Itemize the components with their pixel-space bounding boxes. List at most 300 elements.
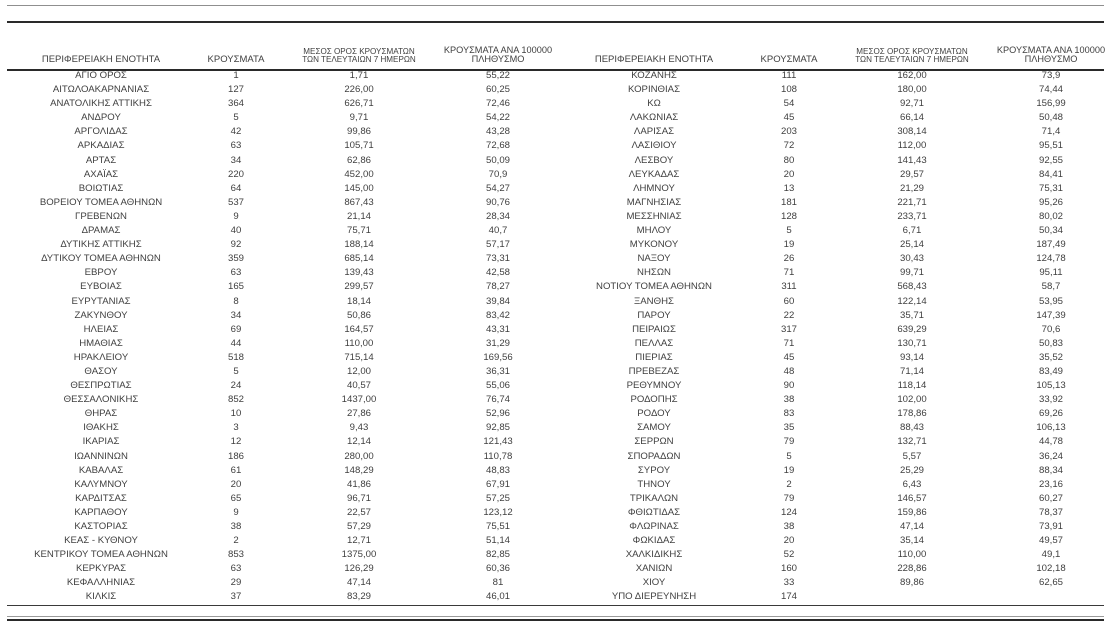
cases-cell: 127 xyxy=(227,84,244,96)
avg7-cell: 299,57 xyxy=(344,281,374,293)
col-header-avg7-line1: ΜΕΣΟΣ ΟΡΟΣ ΚΡΟΥΣΜΑΤΩΝ xyxy=(303,46,415,56)
table-row xyxy=(561,196,1109,210)
avg7-cell: 178,86 xyxy=(897,408,927,420)
cases-cell: 20 xyxy=(230,478,242,490)
per100k-cell: 69,26 xyxy=(1038,408,1063,420)
table-row xyxy=(561,139,1109,153)
per100k-cell: 51,14 xyxy=(485,535,510,547)
cases-cell: 52 xyxy=(783,549,795,561)
region-cell: ΜΑΓΝΗΣΙΑΣ xyxy=(626,196,682,208)
cases-cell: 34 xyxy=(230,154,242,166)
avg7-cell: 47,14 xyxy=(346,577,371,589)
table-row xyxy=(561,506,1109,520)
region-cell: ΔΥΤΙΚΗΣ ΑΤΤΙΚΗΣ xyxy=(60,239,142,251)
region-cell: ΥΠΟ ΔΙΕΡΕΥΝΗΣΗ xyxy=(611,591,697,603)
avg7-cell: 626,71 xyxy=(344,98,374,110)
avg7-cell: 110,00 xyxy=(344,337,374,349)
table-row xyxy=(8,435,556,449)
cases-cell: 2 xyxy=(233,535,239,547)
region-cell: ΛΗΜΝΟΥ xyxy=(633,182,675,194)
avg7-cell: 1,71 xyxy=(349,70,369,81)
cases-cell: 181 xyxy=(780,196,797,208)
per100k-cell: 95,51 xyxy=(1038,140,1063,152)
cases-cell: 44 xyxy=(230,337,242,349)
table-row xyxy=(8,154,556,168)
region-cell: ΚΕΝΤΡΙΚΟΥ ΤΟΜΕΑ ΑΘΗΝΩΝ xyxy=(34,549,168,561)
table-row xyxy=(8,83,556,97)
region-cell: ΗΜΑΘΙΑΣ xyxy=(79,337,123,349)
table-row xyxy=(561,464,1109,478)
left-table-header xyxy=(8,38,556,69)
per100k-cell: 36,31 xyxy=(485,365,510,377)
avg7-cell: 29,57 xyxy=(899,168,924,180)
per100k-cell: 83,42 xyxy=(485,309,510,321)
col-header-avg7 xyxy=(831,38,993,69)
avg7-cell: 57,29 xyxy=(346,521,371,532)
col-header-per100k-line1: ΚΡΟΥΣΜΑΤΑ ΑΝΑ 100000 xyxy=(443,44,553,55)
region-cell: ΘΑΣΟΥ xyxy=(84,365,118,377)
region-cell: ΦΛΩΡΙΝΑΣ xyxy=(629,521,679,532)
table-row xyxy=(8,421,556,435)
table-row xyxy=(8,478,556,492)
avg7-cell: 18,14 xyxy=(346,295,371,307)
avg7-cell: 6,43 xyxy=(902,478,922,490)
per100k-cell: 49,1 xyxy=(1041,549,1061,561)
per100k-cell: 53,95 xyxy=(1038,295,1063,307)
avg7-cell: 35,71 xyxy=(899,309,924,321)
per100k-cell: 60,36 xyxy=(485,563,510,575)
table-row xyxy=(8,464,556,478)
table-row xyxy=(8,351,556,365)
per100k-cell: 124,78 xyxy=(1036,253,1066,265)
cases-cell: 128 xyxy=(780,210,797,222)
region-cell: ΜΗΛΟΥ xyxy=(636,225,672,237)
avg7-cell: 99,86 xyxy=(346,126,371,138)
per100k-cell: 72,68 xyxy=(485,140,510,152)
avg7-cell: 35,14 xyxy=(899,535,924,547)
right-cases-table xyxy=(561,38,1109,605)
region-cell: ΕΥΒΟΙΑΣ xyxy=(80,281,122,293)
table-row xyxy=(8,365,556,379)
table-row xyxy=(561,168,1109,182)
region-cell: ΤΗΝΟΥ xyxy=(637,478,671,490)
cases-cell: 852 xyxy=(227,394,244,406)
avg7-cell: 83,29 xyxy=(346,591,371,603)
table-row xyxy=(8,407,556,421)
per100k-cell: 54,22 xyxy=(485,112,510,124)
avg7-cell: 12,14 xyxy=(346,436,371,448)
cases-cell: 45 xyxy=(783,112,795,124)
col-header-avg7 xyxy=(278,38,440,69)
avg7-cell: 867,43 xyxy=(344,196,374,208)
table-row xyxy=(8,450,556,464)
col-header-avg7-line1: ΜΕΣΟΣ ΟΡΟΣ ΚΡΟΥΣΜΑΤΩΝ xyxy=(856,46,968,56)
col-header-region: ΠΕΡΙΦΕΡΕΙΑΚΗ ΕΝΟΤΗΤΑ xyxy=(594,54,714,65)
per100k-cell: 31,29 xyxy=(485,337,510,349)
avg7-cell: 89,86 xyxy=(899,577,924,589)
per100k-cell: 50,09 xyxy=(485,154,510,166)
cases-cell: 9 xyxy=(233,210,239,222)
per100k-cell: 50,48 xyxy=(1038,112,1063,124)
cases-cell: 9 xyxy=(233,506,239,518)
region-cell: ΡΟΔΟΥ xyxy=(637,408,671,420)
table-row xyxy=(561,562,1109,576)
cases-cell: 124 xyxy=(780,506,797,518)
per100k-cell: 90,76 xyxy=(485,196,510,208)
cases-cell: 29 xyxy=(230,577,242,589)
avg7-cell: 164,57 xyxy=(344,323,374,335)
region-cell: ΒΟΙΩΤΙΑΣ xyxy=(78,182,124,194)
per100k-cell: 169,56 xyxy=(483,351,513,363)
per100k-cell: 55,22 xyxy=(485,70,510,81)
avg7-cell: 12,71 xyxy=(346,535,371,547)
table-row xyxy=(561,69,1109,83)
header-row xyxy=(561,38,1109,69)
avg7-cell: 99,71 xyxy=(899,267,924,279)
table-row xyxy=(561,590,1109,604)
table-row xyxy=(8,280,556,294)
cases-cell: 160 xyxy=(780,563,797,575)
cases-cell: 537 xyxy=(227,196,244,208)
table-row xyxy=(8,125,556,139)
region-cell: ΝΗΣΩΝ xyxy=(637,267,671,279)
left-table-body xyxy=(8,69,556,605)
cases-cell: 220 xyxy=(227,168,244,180)
region-cell: ΗΛΕΙΑΣ xyxy=(83,323,119,335)
per100k-cell: 82,85 xyxy=(485,549,510,561)
table-row xyxy=(561,266,1109,280)
avg7-cell: 1375,00 xyxy=(341,549,377,561)
region-cell: ΚΩ xyxy=(647,98,661,110)
per100k-cell: 72,46 xyxy=(485,98,510,110)
region-cell: ΙΚΑΡΙΑΣ xyxy=(82,436,120,448)
per100k-cell: 74,44 xyxy=(1038,84,1063,96)
cases-cell: 518 xyxy=(227,351,244,363)
avg7-cell: 21,29 xyxy=(899,182,924,194)
per100k-cell: 92,85 xyxy=(485,422,510,434)
region-cell: ΘΗΡΑΣ xyxy=(84,408,118,420)
table-row xyxy=(561,111,1109,125)
cases-cell: 5 xyxy=(786,450,792,462)
cases-cell: 40 xyxy=(230,225,242,237)
cases-cell: 72 xyxy=(783,140,795,152)
region-cell: ΑΡΓΟΛΙΔΑΣ xyxy=(74,126,128,138)
avg7-cell: 715,14 xyxy=(344,351,374,363)
per100k-cell: 57,25 xyxy=(485,492,510,504)
cases-cell: 3 xyxy=(233,422,239,434)
avg7-cell: 102,00 xyxy=(897,394,927,406)
cases-cell: 111 xyxy=(781,70,797,81)
region-cell: ΘΕΣΣΑΛΟΝΙΚΗΣ xyxy=(63,394,139,406)
per100k-cell: 49,57 xyxy=(1038,535,1063,547)
cases-cell: 19 xyxy=(783,464,795,476)
col-header-cases: ΚΡΟΥΣΜΑΤΑ xyxy=(207,54,265,65)
cases-tables-container xyxy=(8,38,1109,605)
region-cell: ΞΑΝΘΗΣ xyxy=(634,295,674,307)
table-row xyxy=(8,210,556,224)
region-cell: ΤΡΙΚΑΛΩΝ xyxy=(629,492,679,504)
table-row xyxy=(8,562,556,576)
region-cell: ΒΟΡΕΙΟΥ ΤΟΜΕΑ ΑΘΗΝΩΝ xyxy=(39,196,163,208)
per100k-cell: 75,51 xyxy=(485,521,510,532)
per100k-cell: 28,34 xyxy=(485,210,510,222)
avg7-cell: 62,86 xyxy=(346,154,371,166)
avg7-cell: 66,14 xyxy=(899,112,924,124)
cases-cell: 63 xyxy=(230,563,242,575)
per100k-cell: 71,4 xyxy=(1041,126,1061,138)
cases-cell: 364 xyxy=(227,98,244,110)
col-header-per100k-line2: ΠΛΗΘΥΣΜΟ xyxy=(1024,54,1078,65)
cases-cell: 69 xyxy=(230,323,242,335)
per100k-cell: 81 xyxy=(492,577,504,589)
region-cell: ΝΟΤΙΟΥ ΤΟΜΕΑ ΑΘΗΝΩΝ xyxy=(596,281,712,293)
table-row xyxy=(8,295,556,309)
table-row xyxy=(561,534,1109,548)
cases-cell: 38 xyxy=(783,394,795,406)
region-cell: ΛΕΣΒΟΥ xyxy=(634,154,674,166)
table-row xyxy=(8,379,556,393)
table-row xyxy=(8,492,556,506)
per100k-cell: 106,13 xyxy=(1036,422,1066,434)
avg7-cell: 126,29 xyxy=(344,563,374,575)
table-row xyxy=(8,323,556,337)
region-cell: ΣΑΜΟΥ xyxy=(637,422,671,434)
cases-cell: 165 xyxy=(227,281,244,293)
avg7-cell: 226,00 xyxy=(344,84,374,96)
per100k-cell xyxy=(993,590,1109,604)
table-row xyxy=(561,83,1109,97)
avg7-cell: 162,00 xyxy=(897,70,927,81)
avg7-cell: 5,57 xyxy=(902,450,922,462)
avg7-cell: 146,57 xyxy=(897,492,927,504)
table-row xyxy=(561,337,1109,351)
per100k-cell: 110,78 xyxy=(483,450,513,462)
per100k-cell: 102,18 xyxy=(1036,563,1066,575)
avg7-cell: 6,71 xyxy=(902,225,922,237)
per100k-cell: 60,25 xyxy=(485,84,510,96)
region-cell: ΠΕΛΛΑΣ xyxy=(634,337,674,349)
per100k-cell: 105,13 xyxy=(1036,380,1066,392)
region-cell: ΧΙΟΥ xyxy=(642,577,666,589)
table-row xyxy=(8,224,556,238)
region-cell: ΚΑΡΠΑΘΟΥ xyxy=(74,506,128,518)
region-cell: ΑΝΑΤΟΛΙΚΗΣ ΑΤΤΙΚΗΣ xyxy=(50,98,152,110)
cases-cell: 61 xyxy=(230,464,242,476)
avg7-cell: 180,00 xyxy=(897,84,927,96)
per100k-cell: 35,52 xyxy=(1038,351,1063,363)
table-bottom-line xyxy=(7,605,1104,606)
region-cell: ΛΑΡΙΣΑΣ xyxy=(633,126,675,138)
region-cell: ΕΥΡΥΤΑΝΙΑΣ xyxy=(71,295,131,307)
cases-cell: 5 xyxy=(786,225,792,237)
cases-cell: 33 xyxy=(783,577,795,589)
table-row xyxy=(8,393,556,407)
table-row xyxy=(8,182,556,196)
per100k-cell: 39,84 xyxy=(485,295,510,307)
table-row xyxy=(561,576,1109,590)
cases-cell: 24 xyxy=(230,380,242,392)
region-cell: ΕΒΡΟΥ xyxy=(84,267,118,279)
avg7-cell xyxy=(831,590,993,604)
cases-cell: 20 xyxy=(783,168,795,180)
per100k-cell: 76,74 xyxy=(485,394,510,406)
avg7-cell: 30,43 xyxy=(899,253,924,265)
per100k-cell: 83,49 xyxy=(1038,365,1063,377)
per100k-cell: 62,65 xyxy=(1038,577,1063,589)
col-header-per100k xyxy=(993,38,1109,69)
per100k-cell: 73,31 xyxy=(485,253,510,265)
cases-cell: 19 xyxy=(783,239,795,251)
cases-cell: 13 xyxy=(783,182,795,194)
per100k-cell: 78,27 xyxy=(485,281,510,293)
per100k-cell: 147,39 xyxy=(1036,309,1066,321)
region-cell: ΠΡΕΒΕΖΑΣ xyxy=(628,365,680,377)
per100k-cell: 67,91 xyxy=(485,478,510,490)
avg7-cell: 145,00 xyxy=(344,182,374,194)
avg7-cell: 9,43 xyxy=(349,422,369,434)
avg7-cell: 105,71 xyxy=(344,140,374,152)
cases-cell: 80 xyxy=(783,154,795,166)
cases-cell: 26 xyxy=(783,253,795,265)
cases-cell: 42 xyxy=(230,126,242,138)
avg7-cell: 280,00 xyxy=(344,450,374,462)
per100k-cell: 57,17 xyxy=(485,239,510,251)
region-cell: ΛΕΥΚΑΔΑΣ xyxy=(628,168,680,180)
top-border-thin-line xyxy=(7,5,1104,6)
bottom-border-thick-line xyxy=(7,619,1104,621)
avg7-cell: 71,14 xyxy=(899,365,924,377)
per100k-cell: 60,27 xyxy=(1038,492,1063,504)
table-row xyxy=(561,407,1109,421)
avg7-cell: 96,71 xyxy=(346,492,371,504)
region-cell: ΑΡΚΑΔΙΑΣ xyxy=(77,140,125,152)
avg7-cell: 308,14 xyxy=(897,126,927,138)
table-row xyxy=(8,590,556,604)
col-header-avg7-line2: ΤΩΝ ΤΕΛΕΥΤΑΙΩΝ 7 ΗΜΕΡΩΝ xyxy=(855,55,969,65)
avg7-cell: 122,14 xyxy=(897,295,927,307)
region-cell: ΠΙΕΡΙΑΣ xyxy=(635,351,673,363)
cases-cell: 317 xyxy=(780,323,797,335)
region-cell: ΓΡΕΒΕΝΩΝ xyxy=(75,210,127,222)
region-cell: ΚΕΑΣ - ΚΥΘΝΟΥ xyxy=(64,535,138,547)
per100k-cell: 88,34 xyxy=(1038,464,1063,476)
per100k-cell: 95,26 xyxy=(1038,196,1063,208)
cases-cell: 20 xyxy=(783,535,795,547)
table-row xyxy=(561,210,1109,224)
table-row xyxy=(8,69,556,83)
per100k-cell: 36,24 xyxy=(1038,450,1063,462)
region-cell: ΣΠΟΡΑΔΩΝ xyxy=(627,450,681,462)
cases-cell: 2 xyxy=(786,478,792,490)
col-header-avg7-line2: ΤΩΝ ΤΕΛΕΥΤΑΙΩΝ 7 ΗΜΕΡΩΝ xyxy=(302,55,416,65)
region-cell: ΔΥΤΙΚΟΥ ΤΟΜΕΑ ΑΘΗΝΩΝ xyxy=(41,253,161,265)
per100k-cell: 50,83 xyxy=(1038,337,1063,349)
avg7-cell: 118,14 xyxy=(897,380,927,392)
avg7-cell: 93,14 xyxy=(899,351,924,363)
cases-cell: 5 xyxy=(233,365,239,377)
region-cell: ΜΕΣΣΗΝΙΑΣ xyxy=(626,210,682,222)
per100k-cell: 73,9 xyxy=(1041,70,1061,81)
table-row xyxy=(561,238,1109,252)
right-table-body xyxy=(561,69,1109,605)
cases-cell: 1 xyxy=(233,70,239,81)
cases-cell: 5 xyxy=(233,112,239,124)
region-cell: ΑΧΑΪΑΣ xyxy=(83,168,119,180)
avg7-cell: 139,43 xyxy=(344,267,374,279)
avg7-cell: 25,29 xyxy=(899,464,924,476)
col-header-per100k xyxy=(440,38,556,69)
cases-cell: 65 xyxy=(230,492,242,504)
cases-cell: 35 xyxy=(783,422,795,434)
avg7-cell: 639,29 xyxy=(897,323,927,335)
avg7-cell: 27,86 xyxy=(346,408,371,420)
region-cell: ΚΟΡΙΝΘΙΑΣ xyxy=(627,84,681,96)
cases-cell: 54 xyxy=(783,98,795,110)
cases-cell: 92 xyxy=(230,239,242,251)
top-border-thick-line xyxy=(7,21,1104,23)
avg7-cell: 22,57 xyxy=(346,506,371,518)
avg7-cell: 50,86 xyxy=(346,309,371,321)
avg7-cell: 9,71 xyxy=(349,112,369,124)
avg7-cell: 41,86 xyxy=(346,478,371,490)
avg7-cell: 92,71 xyxy=(899,98,924,110)
table-row xyxy=(8,309,556,323)
table-row xyxy=(561,280,1109,294)
avg7-cell: 159,86 xyxy=(897,506,927,518)
per100k-cell: 78,37 xyxy=(1038,506,1063,518)
per100k-cell: 42,58 xyxy=(485,267,510,279)
table-row xyxy=(561,450,1109,464)
table-row xyxy=(561,365,1109,379)
region-cell: ΡΕΘΥΜΝΟΥ xyxy=(626,380,682,392)
table-row xyxy=(8,252,556,266)
table-row xyxy=(561,125,1109,139)
region-cell: ΚΕΦΑΛΛΗΝΙΑΣ xyxy=(66,577,136,589)
region-cell: ΚΑΛΥΜΝΟΥ xyxy=(74,478,128,490)
cases-cell: 359 xyxy=(227,253,244,265)
table-row xyxy=(561,492,1109,506)
table-row xyxy=(8,520,556,534)
cases-cell: 38 xyxy=(230,521,242,532)
region-cell: ΛΑΚΩΝΙΑΣ xyxy=(629,112,679,124)
region-cell: ΚΕΡΚΥΡΑΣ xyxy=(75,563,126,575)
per100k-cell: 33,92 xyxy=(1038,394,1063,406)
region-cell: ΧΑΛΚΙΔΙΚΗΣ xyxy=(625,549,683,561)
avg7-cell: 25,14 xyxy=(899,239,924,251)
cases-cell: 48 xyxy=(783,365,795,377)
per100k-cell: 123,12 xyxy=(483,506,513,518)
table-row xyxy=(561,421,1109,435)
per100k-cell: 58,7 xyxy=(1041,281,1061,293)
per100k-cell: 73,91 xyxy=(1038,521,1063,532)
avg7-cell: 112,00 xyxy=(897,140,927,152)
region-cell: ΠΑΡΟΥ xyxy=(637,309,671,321)
table-row xyxy=(561,379,1109,393)
table-row xyxy=(561,393,1109,407)
table-row xyxy=(561,295,1109,309)
per100k-cell: 70,6 xyxy=(1041,323,1061,335)
cases-cell: 71 xyxy=(783,337,795,349)
avg7-cell: 47,14 xyxy=(899,521,924,532)
per100k-cell: 75,31 xyxy=(1038,182,1063,194)
table-row xyxy=(561,182,1109,196)
avg7-cell: 221,71 xyxy=(897,196,927,208)
region-cell: ΚΙΛΚΙΣ xyxy=(85,591,117,603)
region-cell: ΦΘΙΩΤΙΔΑΣ xyxy=(627,506,681,518)
region-cell: ΗΡΑΚΛΕΙΟΥ xyxy=(73,351,129,363)
col-header-per100k-line2: ΠΛΗΘΥΣΜΟ xyxy=(471,54,525,65)
region-cell: ΦΩΚΙΔΑΣ xyxy=(632,535,676,547)
